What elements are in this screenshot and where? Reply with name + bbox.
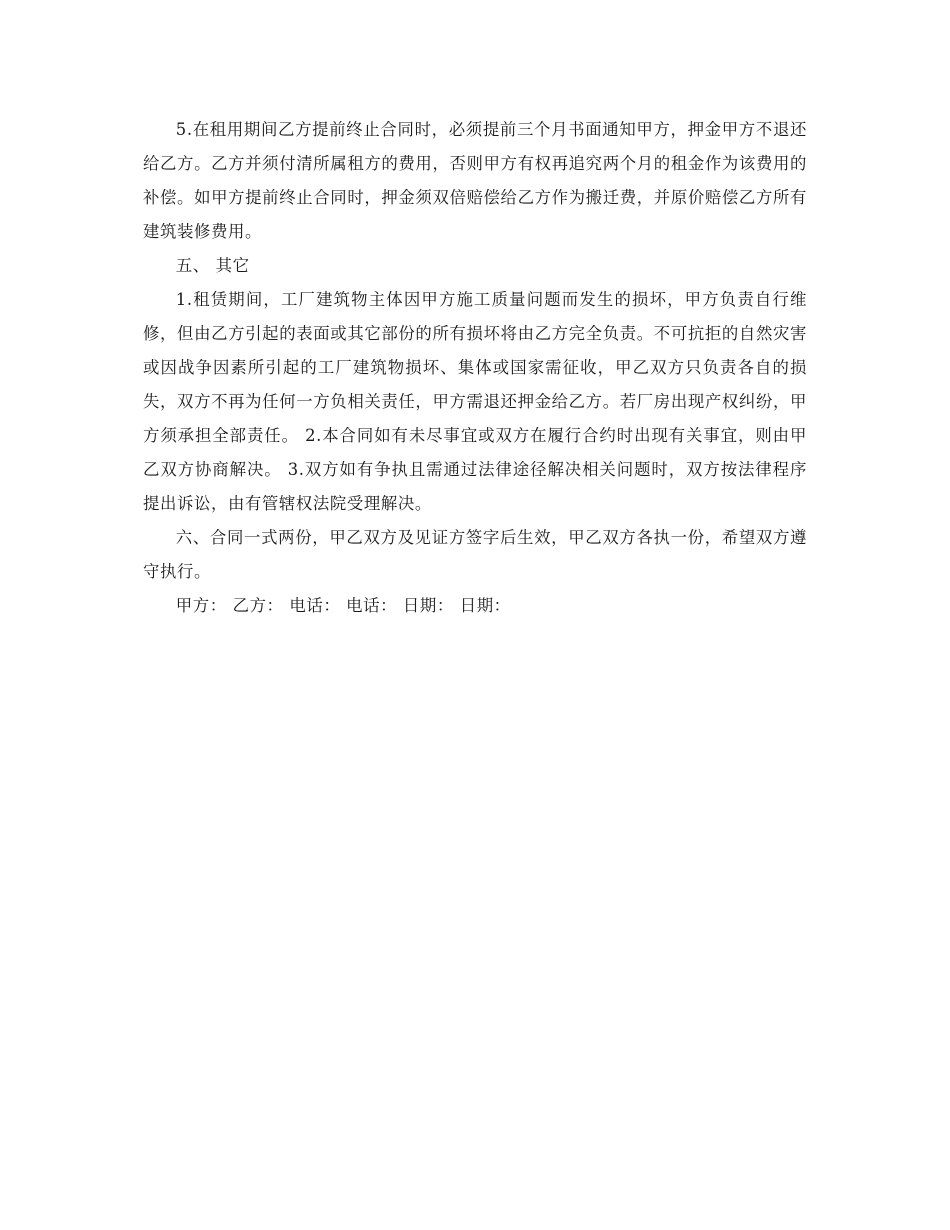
document-body <box>143 113 807 623</box>
clause-termination: 5.在租用期间乙方提前终止合同时，必须提前三个月书面通知甲方，押金甲方不退还给乙方。乙方并须付清所属租方的费用，否则甲方有权再追究两个月的租金作为该费用的补偿。如甲方提前终止合同时，押金须双倍赔偿给乙方作为搬迁费，并原价赔偿乙方所有建筑装修费用。 <box>143 120 807 241</box>
section-heading-other: 五、 其它 <box>175 256 250 275</box>
clause-copies: 六、合同一式两份，甲乙双方及见证方签字后生效，甲乙双方各执一份，希望双方遵守执行。 <box>143 528 807 581</box>
signature-line: 甲方： 乙方： 电话： 电话： 日期： 日期： <box>175 596 511 615</box>
clause-other-terms: 1.租赁期间，工厂建筑物主体因甲方施工质量问题而发生的损坏，甲方负责自行维修，但由乙方引起的表面或其它部份的所有损坏将由乙方完全负责。不可抗拒的自然灾害或因战争因素所引起的工厂建筑物损坏、集体或国家需征收，甲乙双方只负责各自的损失，双方不再为任何一方负相关责任，甲方需退还押金给乙方。若厂房出现产权纠纷，甲方须承担全部责任。 2.本合同如有未尽事宜或双方在履行合约时出现有关事宜，则由甲乙双方协商解决。 3.双方如有争执且需通过法律途径解决相关问题时，双方按法律程序提出诉讼，由有管辖权法院受理解决。 <box>143 290 807 513</box>
